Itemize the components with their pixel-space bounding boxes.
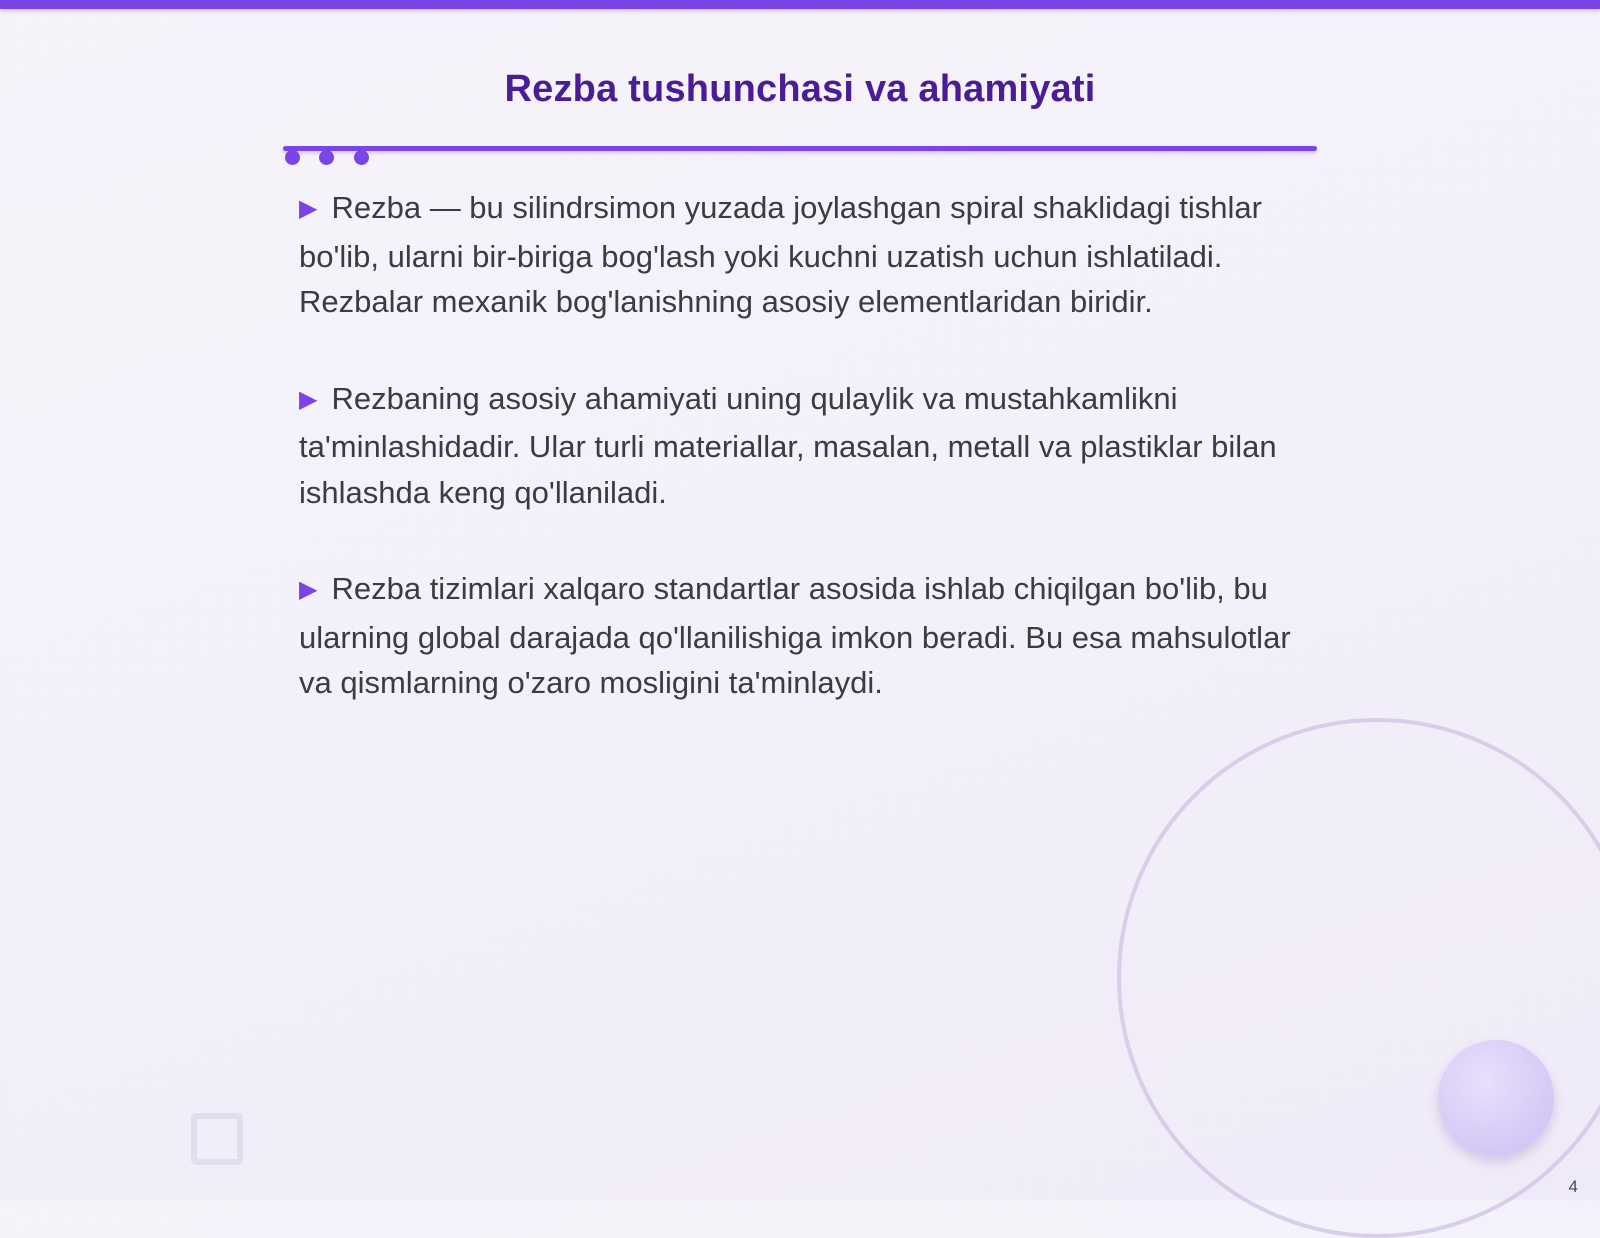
bullet-item [299,185,1299,325]
bullet-item [299,376,1299,516]
triangle-bullet-icon: ▶ [299,576,318,603]
slide-title: Rezba tushunchasi va ahamiyati [504,68,1096,110]
bullet-text: Rezba — bu silindrsimon yuzada joylashgan spiral shaklidagi tishlar bo'lib, ularni bir-biriga bog'lash yoki kuchni uzatish uchun ishlatiladi. Rezbalar mexanik bog'lanishning asosiy elementlaridan biridir. [299,190,1262,319]
underline-dot [354,150,369,165]
triangle-bullet-icon: ▶ [299,195,318,222]
underline-dot [285,150,300,165]
decorative-square [191,1113,243,1165]
bullet-list [299,185,1299,757]
decorative-ring [1117,718,1600,1238]
bullet-text: Rezba tizimlari xalqaro standartlar asosida ishlab chiqilgan bo'lib, bu ularning global darajada qo'llanilishiga imkon beradi. Bu esa mahsulotlar va qismlarning o'zaro mosligini ta'minlaydi. [299,571,1291,700]
bullet-text: Rezbaning asosiy ahamiyati uning qulaylik va mustahkamlikni ta'minlashidadir. Ular turli materiallar, masalan, metall va plastiklar bilan ishlashda keng qo'llaniladi. [299,380,1277,510]
page-number: 4 [1568,1177,1578,1196]
underline-dot [319,150,334,165]
bullet-item [299,566,1299,706]
decorative-circle [1438,1040,1554,1156]
title-underline [283,146,1317,151]
top-accent-bar [0,0,1600,9]
triangle-bullet-icon: ▶ [299,385,318,413]
